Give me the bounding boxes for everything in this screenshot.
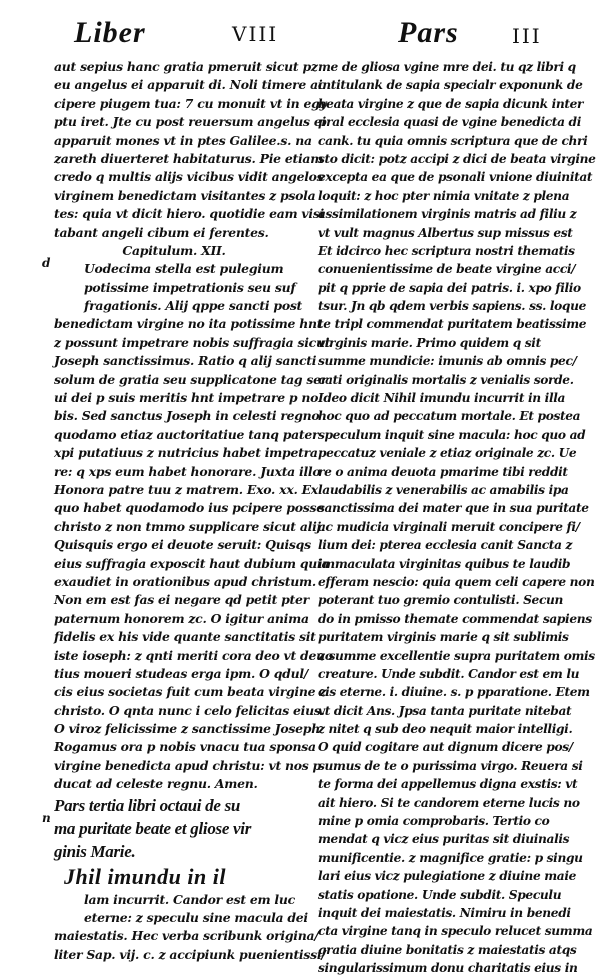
text-line: summe mundicie: imunis ab omnis pec/ [318, 354, 577, 369]
text-line: me de gliosa vgine mre dei. tu qz libri q [318, 60, 576, 74]
text-line: tius moueri studeas erga ipm. O qdul/ [54, 665, 309, 681]
text-line: tes: quia vt dicit hiero. quotidie eam visi [54, 206, 324, 222]
text-line: ducat ad celeste regnu. Amen. [54, 776, 258, 792]
text-line: singularissimum donu charitatis eius in [318, 961, 578, 976]
margin-letter-d: d [42, 256, 51, 270]
section-title [54, 794, 294, 863]
text-line: sto dicit: potz accipi z dici de beata virgine [318, 151, 596, 166]
text-line: Quisquis ergo ei deuote seruit: Quisqs [54, 537, 311, 553]
text-line: mendat q vicz eius puritas sit diuinalis [318, 832, 570, 847]
text-line: lium dei: pterea ecclesia canit Sancta z [318, 538, 573, 553]
text-line: exaudiet in orationibus apud christum. [54, 573, 316, 589]
text-line: ptu iret. Jte cu post reuersum angelus ei [54, 114, 326, 130]
text-line: gratia diuine bonitatis z maiestatis atqs [318, 942, 577, 957]
left-column-section-text [54, 891, 326, 965]
margin-letter-n: n [42, 811, 51, 825]
text-line: conuenientissime de beate virgine acci/ [318, 262, 576, 277]
text-line: do in pmisso themate commendat sapiens [318, 611, 592, 626]
section-opening-line: Jhil imundu in il [64, 863, 226, 889]
text-line: Ideo dicit Nihil imundu incurrit in illa [318, 391, 566, 406]
right-column [318, 58, 596, 976]
left-column [54, 58, 333, 962]
text-line: virginis marie. Primo quidem q sit [318, 335, 541, 350]
text-line: Et idcirco hec scriptura nostri thematis [318, 243, 575, 258]
text-line: assimilationem virginis matris ad filiu z [318, 207, 577, 222]
text-line: maiestatis. Hec verba scribunk origina/ [54, 928, 319, 944]
running-head-part-number: III [512, 24, 542, 48]
text-line: te tripl commendat puritatem beatissime [318, 317, 587, 332]
text-line: hoc quo ad peccatum mortale. Et postea [318, 409, 581, 424]
text-line: O quid cogitare aut dignum dicere pos/ [318, 740, 573, 755]
text-line: eius suffragia exposcit haut dubium quia [54, 555, 330, 571]
text-line: excepta ea que de psonali vnione diuinitat [318, 170, 593, 185]
text-line: cta virgine tanq in speculo relucet summa [318, 924, 593, 939]
text-line: re o anima deuota pmarime tibi reddit [318, 464, 568, 479]
text-line: loquit: z hoc pter nimia vnitate z plena [318, 188, 570, 203]
text-line: immaculata virginitas quibus te laudib [318, 556, 571, 571]
text-line: paternum honorem zc. O igitur anima [54, 610, 309, 626]
text-line: z nitet q sub deo nequit maior intelligi. [318, 722, 573, 737]
chapter-title: Capitulum. XII. [122, 242, 226, 258]
text-line: Uodecima stella est pulegium [84, 261, 284, 277]
left-column-paragraph-a [54, 58, 327, 242]
text-line: Joseph sanctissimus. Ratio q alij sancti [54, 353, 317, 369]
running-head-book-number: VIII [232, 22, 279, 46]
section-title-line: Pars tertia libri octaui de su [54, 795, 241, 815]
text-line: z summe excellentie supra puritatem omis [318, 648, 595, 663]
text-line: quo habet quodamodo ius pcipere posse [54, 500, 324, 516]
text-line: fragationis. Alij qppe sancti post [84, 298, 303, 314]
left-column-chapter-text [54, 260, 333, 793]
text-line: quodamo etiaz auctoritatiue tanq pater [54, 426, 319, 442]
section-title-line: ginis Marie. [54, 841, 136, 861]
running-head-pars: Pars [398, 16, 459, 49]
text-line: apparuit mones vt in ptes Galilee.s. na [54, 132, 312, 148]
text-line: zareth diuerteret habitaturus. Pie etiam [54, 150, 324, 166]
text-line: z possunt impetrare nobis suffragia sicut [54, 334, 331, 350]
text-line: solum de gratia seu supplicatone tag ser [54, 371, 328, 387]
text-line: tabant angeli cibum ei ferentes. [54, 224, 269, 240]
text-line: laudabilis z venerabilis ac amabilis ipa [318, 482, 569, 497]
text-line: cis eius societas fuit cum beata virgine z [54, 684, 327, 700]
text-line: statis opatione. Unde subdit. Speculu [318, 887, 562, 902]
text-line: ui dei p suis meritis hnt impetrare p no [54, 390, 319, 406]
text-line: sumus de te o purissima virgo. Reuera si [318, 758, 583, 773]
text-line: Non em est fas ei negare qd petit pter [54, 592, 309, 608]
text-line: virgine benedicta apud christu: vt nos p [54, 757, 321, 773]
text-line: eterne: z speculu sine macula dei [84, 910, 308, 926]
text-line: xpi putatiuus z nutricius habet impetra [54, 445, 318, 461]
text-line: speculum inquit sine macula: hoc quo ad [318, 427, 586, 442]
running-head [0, 14, 603, 54]
text-line: puritatem virginis marie q sit sublimis [318, 630, 569, 645]
section-title-line: ma puritate beate et gliose vir [54, 818, 252, 838]
text-line: peccatuz veniale z etiaz originale zc. Ue [318, 446, 577, 461]
text-line: beata virgine z que de sapia dicunk inter [318, 96, 584, 111]
text-line: poterant tuo gremio contulisti. Secun [318, 593, 564, 608]
text-line: pral ecclesia quasi de vgine benedicta di [318, 115, 581, 130]
text-line: lari eius vicz pulegiatione z diuine maie [318, 869, 577, 884]
text-line: pit q pprie de sapia dei patris. i. xpo filio [318, 280, 581, 295]
text-line: vt vult magnus Albertus sup missus est [318, 225, 573, 240]
text-line: Honora patre tuu z matrem. Exo. xx. Ex [54, 481, 318, 497]
text-line: inquit dei maiestatis. Nimiru in benedi [318, 905, 571, 920]
text-line: cipere piugem tua: 7 cu monuit vt in egy [54, 95, 327, 111]
text-line: benedictam virgine no ita potissime hnt [54, 316, 323, 332]
text-line: re: q xps eum habet honorare. Juxta illo [54, 463, 321, 479]
text-line: Rogamus ora p nobis vnacu tua sponsa [54, 739, 316, 755]
text-line: cis eterne. i. diuine. s. p pparatione. Etem [318, 685, 590, 700]
text-line: potissime impetrationis seu suf [84, 279, 296, 295]
text-line: credo q multis alijs vicibus vidit angelos [54, 169, 324, 185]
running-head-liber: Liber [74, 16, 146, 49]
text-line: O viroz felicissime z sanctissime Joseph [54, 721, 320, 737]
text-line: christo. O qnta nunc i celo felicitas eius. [54, 702, 325, 718]
text-line: creature. Unde subdit. Candor est em lu [318, 666, 580, 681]
text-line: te forma dei appellemus digna exstis: vt [318, 777, 578, 792]
text-line: bis. Sed sanctus Joseph in celesti regno [54, 408, 320, 424]
text-line: cank. tu quia omnis scriptura que de chri [318, 133, 588, 148]
text-line: iste ioseph: z qnti meriti cora deo vt deuo [54, 647, 333, 663]
text-line: mine p omia comprobaris. Tertio co [318, 814, 550, 829]
right-column-text [318, 58, 596, 978]
text-line: vt dicit Ans. Jpsa tanta puritate nitebat [318, 703, 572, 718]
text-line: ait hiero. Si te candorem eterne lucis no [318, 795, 580, 810]
text-line: eu angelus ei apparuit di. Noli timere ac [54, 77, 326, 93]
text-line: christo z non tmmo supplicare sicut alij. [54, 518, 325, 534]
text-line: intitulank de sapia specialr exponunk de [318, 78, 583, 93]
text-line: sanctissima dei mater que in sua puritate [318, 501, 589, 516]
text-line: efferam nescio: quia quem celi capere non [318, 574, 595, 589]
text-line: liter Sap. vij. c. z accipiunk puenientissi/ [54, 946, 326, 962]
text-line: fidelis ex his vide quante sanctitatis sit [54, 629, 316, 645]
text-line: lam incurrit. Candor est em luc [84, 891, 295, 907]
text-line: tsur. Jn qb qdem verbis sapiens. ss. loque [318, 299, 587, 314]
text-line: cati originalis mortalis z venialis sorde. [318, 372, 574, 387]
text-line: ac mudicia virginali meruit concipere fi/ [318, 519, 580, 534]
text-line: aut sepius hanc gratia pmeruit sicut pz [54, 59, 318, 74]
text-line: munificentie. z magnifice gratie: p singu [318, 850, 583, 865]
text-line: virginem benedictam visitantes z psola [54, 187, 316, 203]
